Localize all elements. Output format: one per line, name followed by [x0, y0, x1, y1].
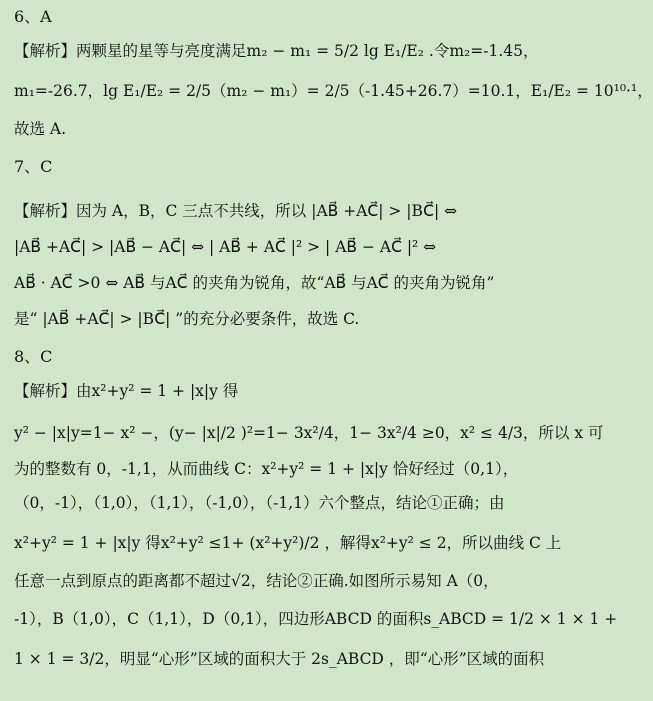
q8-line-2: y² − |x|y=1− x² −，(y− |x|/2 )²=1− 3x²/4，1− 3x²/4 ≥0，x² ≤ 4/3，所以 x 可 [14, 424, 604, 442]
q7-heading: 7、C [14, 157, 53, 176]
q7-line-3: AB⃗ · AC⃗ >0 ⇔ AB⃗ 与AC⃗ 的夹角为锐角，故“AB⃗ 与AC⃗ 的夹角为锐角” [14, 274, 495, 292]
q7-line-2: |AB⃗ +AC⃗| > |AB⃗ − AC⃗| ⇔ | AB⃗ + AC⃗ |² > | AB⃗ − AC⃗ |² ⇔ [14, 238, 437, 256]
q8-line-6: 任意一点到原点的距离都不超过√2，结论②正确.如图所示易知 A（0， [14, 572, 499, 590]
q8-line-7: -1），B（1,0），C（1,1），D（0,1），四边形ABCD 的面积s_ABCD = 1/2 × 1 × 1 + [14, 610, 618, 628]
q8-heading: 8、C [14, 347, 53, 366]
q7-line-4: 是“ |AB⃗ +AC⃗| > |BC⃗| ”的充分必要条件，故选 C. [14, 310, 360, 328]
q6-line-1: 【解析】两颗星的星等与亮度满足m₂ − m₁ = 5/2 lg E₁/E₂ .令m₂=-1.45， [14, 42, 539, 60]
q8-line-5: x²+y² = 1 + |x|y 得x²+y² ≤1+ (x²+y²)/2 ，解得x²+y² ≤ 2，所以曲线 C 上 [14, 534, 562, 552]
q8-line-3: 为的整数有 0，-1,1，从而曲线 C：x²+y² = 1 + |x|y 恰好经过（0,1）， [14, 460, 519, 478]
q6-heading: 6、A [14, 7, 52, 26]
q7-line-1: 【解析】因为 A，B，C 三点不共线，所以 |AB⃗ +AC⃗| > |BC⃗| ⇔ [14, 202, 458, 220]
q8-line-4: （0，-1），（1,0），（1,1），（-1,0），（-1,1）六个整点，结论①正确；由 [14, 494, 505, 512]
q6-line-2: m₁=-26.7，lg E₁/E₂ = 2/5（m₂ − m₁）= 2/5（-1.45+26.7）=10.1，E₁/E₂ = 10¹⁰·¹， [14, 82, 653, 100]
q6-line-3: 故选 A. [14, 120, 67, 138]
q8-line-8: 1 × 1 = 3/2，明显“心形”区域的面积大于 2s_ABCD ，即“心形”区域的面积 [14, 650, 545, 668]
q8-line-1: 【解析】由x²+y² = 1 + |x|y 得 [14, 382, 239, 400]
